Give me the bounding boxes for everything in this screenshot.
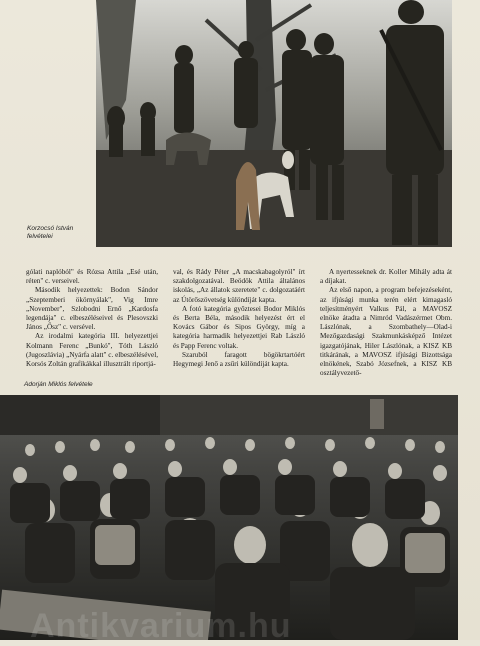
audience-photo-illustration (0, 395, 458, 640)
paragraph: Az irodalmi kategória III. helyezettjei Kolmann Ferenc „Bunkó", Tóth László (Jugoszlávia) „Nyárfa alatt" c. elbeszélésével, Korsós Zoltán grafikákkal illusztrált riportjá- (26, 332, 158, 369)
photo-audience-hall (0, 395, 458, 640)
hunters-photo-illustration (96, 0, 452, 247)
photo-caption-bottom: Adorján Miklós felvétele (24, 381, 93, 388)
photo-caption-top: Korzocsó István felvételei (27, 225, 74, 240)
photo-hunters-with-dogs (96, 0, 452, 247)
paragraph: Szaruból faragott bögökrtartóért Hegymegi Jenő a zsűri különdíját kapta. (173, 350, 305, 369)
paragraph: A nyertesseknek dr. Koller Mihály adta át a díjakat. (320, 268, 452, 286)
text-column-2 (173, 268, 305, 369)
paragraph: gólati naplóból" és Rózsa Attila „Esé után, réten" c. verseivel. (26, 268, 158, 286)
watermark-text: Antikvarium.hu (30, 607, 292, 645)
paragraph: Az első napon, a program befejezéseként, az ifjúsági munka terén elért kimagasló teljesítményért Valkus Pál, a MAVOSZ elnöke átadta a Nimród Vadászérmet Obm. Lászlónak, a Szombathely—Olad-i Mezőgazdasági Szakmunkásképző Intézet igazgatójának, Hiler Lászlónak, a KISZ KB titkárának, a MAVOSZ ifjúsági Bizottsága elnökének, Szabó Józsefnek, a KISZ KB osztályvezető- (320, 286, 452, 378)
paragraph: val, és Rády Péter „A macskabagolyról" írt szakdolgozatával. Beödök Attila általános iskolás, „Az állatok szeretete" c. dolgozatáért az Útörőszövetség különdíját kapta. (173, 268, 305, 304)
text-column-1 (26, 268, 158, 369)
paragraph: A fotó kategória győztesei Bodor Miklós és Berta Béla, második helyezést ért el Kovács Gábor és Sipos György, míg a kategória harmadik helyezettjei Rab László és Papp Ferenc voltak. (173, 304, 305, 350)
text-column-3 (320, 268, 452, 378)
paragraph: Második helyezettek: Bodon Sándor „Szeptemberi ökörnyálak", Vig Imre „November", Szlobodni Ernő „Kardosfa legendája" c. elbeszéléseivel és Plesovszki János „Ősz" c. versével. (26, 286, 158, 332)
